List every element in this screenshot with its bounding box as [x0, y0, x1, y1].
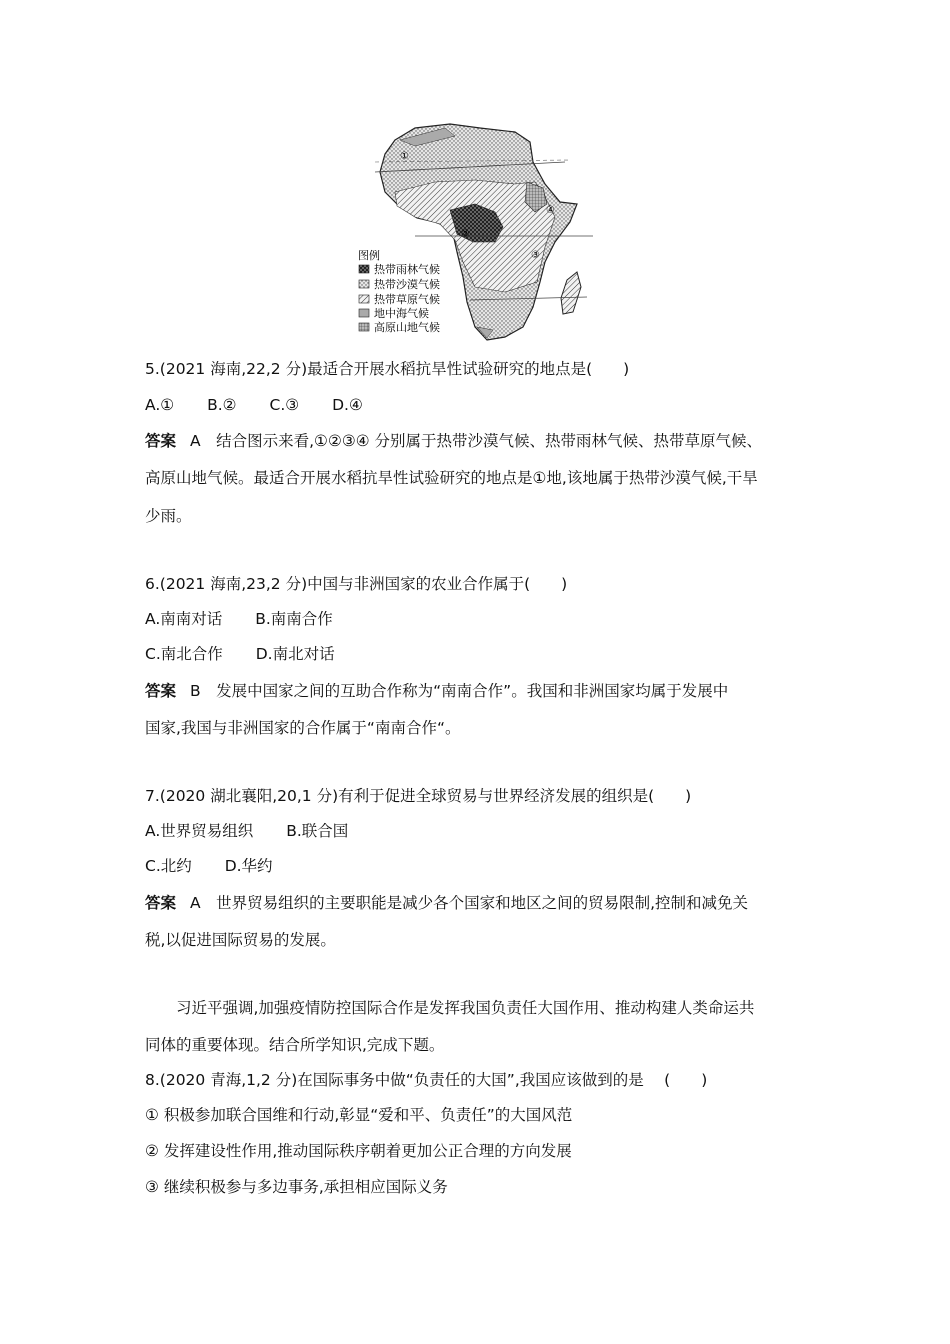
- marker-2: ②: [461, 229, 470, 240]
- q5-option-a[interactable]: A.①: [145, 396, 175, 414]
- q6-option-b[interactable]: B.南南合作: [255, 610, 333, 628]
- q5-option-d[interactable]: D.④: [332, 396, 363, 414]
- legend-item-savanna: 热带草原气候: [374, 293, 440, 306]
- q6-stem: 6.(2021 海南,23,2 分)中国与非洲国家的农业合作属于( ): [145, 575, 568, 593]
- legend-item-mediterranean: 地中海气候: [374, 307, 429, 320]
- legend-item-highland: 高原山地气候: [374, 321, 440, 334]
- q6-option-c[interactable]: C.南北合作: [145, 645, 223, 663]
- q8-item-3: ③ 继续积极参与多边事务,承担相应国际义务: [145, 1178, 448, 1196]
- q8-item-2: ② 发挥建设性作用,推动国际秩序朝着更加公正合理的方向发展: [145, 1142, 572, 1160]
- q6-answer-text-1: B 发展中国家之间的互助合作称为“南南合作”。我国和非洲国家均属于发展中: [190, 682, 729, 700]
- q7-option-d[interactable]: D.华约: [224, 857, 273, 875]
- q5-answer-line-1: [145, 430, 762, 452]
- legend-item-rainforest: 热带雨林气候: [374, 263, 440, 276]
- q5-options: [145, 394, 363, 416]
- q6-answer-line-2: 国家,我国与非洲国家的合作属于“南南合作“。: [145, 719, 461, 737]
- q7-option-c[interactable]: C.北约: [145, 857, 192, 875]
- map-legend: [358, 248, 440, 334]
- q6-answer-label: 答案: [145, 682, 177, 700]
- q7-answer-label: 答案: [145, 894, 177, 912]
- q7-option-b[interactable]: B.联合国: [286, 822, 349, 840]
- q8-stem: 8.(2020 青海,1,2 分)在国际事务中做“负责任的大国”,我国应该做到的是 ( ): [145, 1071, 708, 1089]
- q7-answer-text-1: A 世界贸易组织的主要职能是减少各个国家和地区之间的贸易限制,控制和减免关: [190, 894, 749, 912]
- q6-options-row-2: [145, 643, 335, 665]
- q7-options-row-2: [145, 855, 273, 877]
- q7-stem: 7.(2020 湖北襄阳,20,1 分)有利于促进全球贸易与世界经济发展的组织是( ): [145, 787, 692, 805]
- marker-4: ④: [546, 205, 555, 216]
- madagascar: [561, 272, 581, 314]
- q6-option-a[interactable]: A.南南对话: [145, 610, 223, 628]
- marker-3: ③: [531, 250, 540, 261]
- q8-item-1: ① 积极参加联合国维和行动,彰显“爱和平、负责任”的大国风范: [145, 1106, 573, 1124]
- legend-title: 图例: [358, 249, 380, 262]
- legend-item-desert: 热带沙漠气候: [374, 278, 440, 291]
- q6-option-d[interactable]: D.南北对话: [255, 645, 335, 663]
- q6-answer-line-1: [145, 680, 728, 702]
- intro-line-2: 同体的重要体现。结合所学知识,完成下题。: [145, 1036, 445, 1054]
- q5-stem: 5.(2021 海南,22,2 分)最适合开展水稻抗旱性试验研究的地点是( ): [145, 360, 630, 378]
- africa-climate-map: [355, 122, 595, 344]
- q5-answer-text-1: A 结合图示来看,①②③④ 分别属于热带沙漠气候、热带雨林气候、热带草原气候、: [190, 432, 763, 450]
- q5-answer-line-3: 少雨。: [145, 507, 192, 525]
- q5-answer-label: 答案: [145, 432, 177, 450]
- q7-answer-line-2: 税,以促进国际贸易的发展。: [145, 931, 336, 949]
- intro-line-1: 习近平强调,加强疫情防控国际合作是发挥我国负责任大国作用、推动构建人类命运共: [145, 999, 755, 1017]
- q5-option-b[interactable]: B.②: [207, 396, 237, 414]
- q7-option-a[interactable]: A.世界贸易组织: [145, 822, 254, 840]
- marker-1: ①: [400, 151, 409, 162]
- q5-answer-line-2: 高原山地气候。最适合开展水稻抗旱性试验研究的地点是①地,该地属于热带沙漠气候,干旱: [145, 469, 758, 487]
- q7-options-row-1: [145, 820, 348, 842]
- q6-options-row-1: [145, 608, 333, 630]
- q5-option-c[interactable]: C.③: [269, 396, 300, 414]
- q7-answer-line-1: [145, 892, 748, 914]
